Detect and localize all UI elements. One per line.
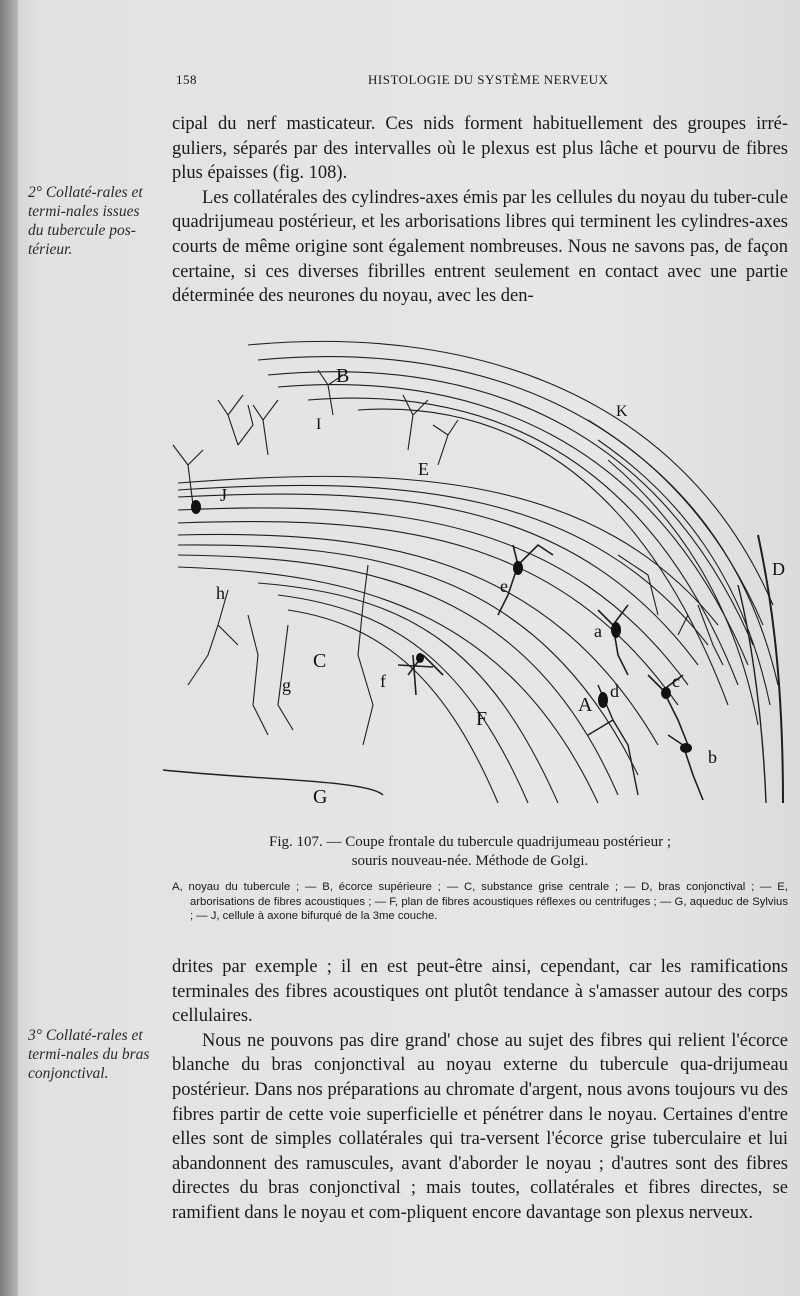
fig-label-C: C [313,650,327,672]
paragraph: cipal du nerf masticateur. Ces nids forment habituellement des groupes irré-guliers, séparés par des intervalles où le plexus est plus lâche et pourvu de fibres plus épaisses (fig. 108). [172,114,788,184]
figure-legend [172,880,788,924]
legend-text: A, noyau du tubercule ; — B, écorce supérieure ; — C, substance grise centrale ; — D, bras conjonctival ; — E, arborisations de fibres acoustiques ; — F, plan de fibres acoustiques réflexes ou centrifuges ; — G, aqueduc de Sylvius ; — J, cellule à axone bifurqué de la 3me couche. [172,881,788,922]
fig-label-e: e [500,576,508,596]
body-text-top [172,112,788,309]
caption-line-1: Fig. 107. — Coupe frontale du tubercule quadrijumeau postérieur ; [269,834,671,850]
page-number: 158 [176,72,197,87]
figure-caption [200,833,740,871]
fig-label-I: I [316,416,322,433]
page-gutter-shadow [0,0,18,1296]
fig-label-E: E [418,459,429,479]
fig-label-d: d [610,681,619,701]
fig-label-a: a [594,621,602,641]
paragraph: Nous ne pouvons pas dire grand' chose au sujet des fibres qui relient l'écorce blanche du bras conjonctival au noyau externe du tubercule qua-drijumeau postérieur. Dans nos préparations au chromate d'argent, nous avons toujours vu des fibres partir de cette voie superficielle et pénétrer dans le noyau. Certaines d'entre elles sont de simples collatérales qui tra-versent l'écorce grise tuberculaire et lui abandonnent des ramuscules, avant d'aborder le noyau ; d'autres sont des fibres directes du bras conjonctival ; mais toutes, collatérales et fibres directes, se ramifient dans le noyau et com-pliquent encore davantage son plexus nerveux. [172,1030,788,1223]
fig-label-B: B [336,365,350,387]
body-text-bottom [172,955,788,1226]
fig-label-h: h [216,583,225,603]
golgi-stain-illustration [158,325,788,825]
fig-label-f: f [380,671,386,691]
fig-label-K: K [616,403,628,420]
fig-label-G: G [313,786,328,808]
fig-label-J: J [220,485,228,505]
fig-label-g: g [282,675,291,695]
fig-label-c: c [672,671,680,691]
figure-107-drawing [158,325,788,825]
paragraph: Les collatérales des cylindres-axes émis par les cellules du noyau du tuber-cule quadrijumeau postérieur, et les arborisations libres qui terminent les cylindres-axes courts de même origine sont également nombreuses. Nous ne savons pas, de façon certaine, si ces diverses fibrilles entrent seulement en contact avec une partie déterminée des neurones du noyau, avec les den- [172,187,788,307]
running-title: HISTOLOGIE DU SYSTÈME NERVEUX [368,72,609,87]
running-header [172,72,788,92]
fig-label-b: b [708,747,717,767]
fig-label-F: F [476,708,488,730]
margin-note-collaterales-tubercule: 2° Collaté-rales et termi-nales issues du tubercule pos-térieur. [28,184,143,258]
margin-note-bras-conjonctival: 3° Collaté-rales et termi-nales du bras conjonctival. [28,1027,150,1082]
caption-line-2: souris nouveau-née. Méthode de Golgi. [351,853,589,869]
paragraph: drites par exemple ; il en est peut-être ainsi, cependant, car les ramifications terminales des fibres acoustiques ont plutôt tendance à s'amasser autour des corps cellulaires. [172,957,788,1027]
fig-label-A: A [578,694,593,716]
fig-label-D: D [772,559,785,579]
